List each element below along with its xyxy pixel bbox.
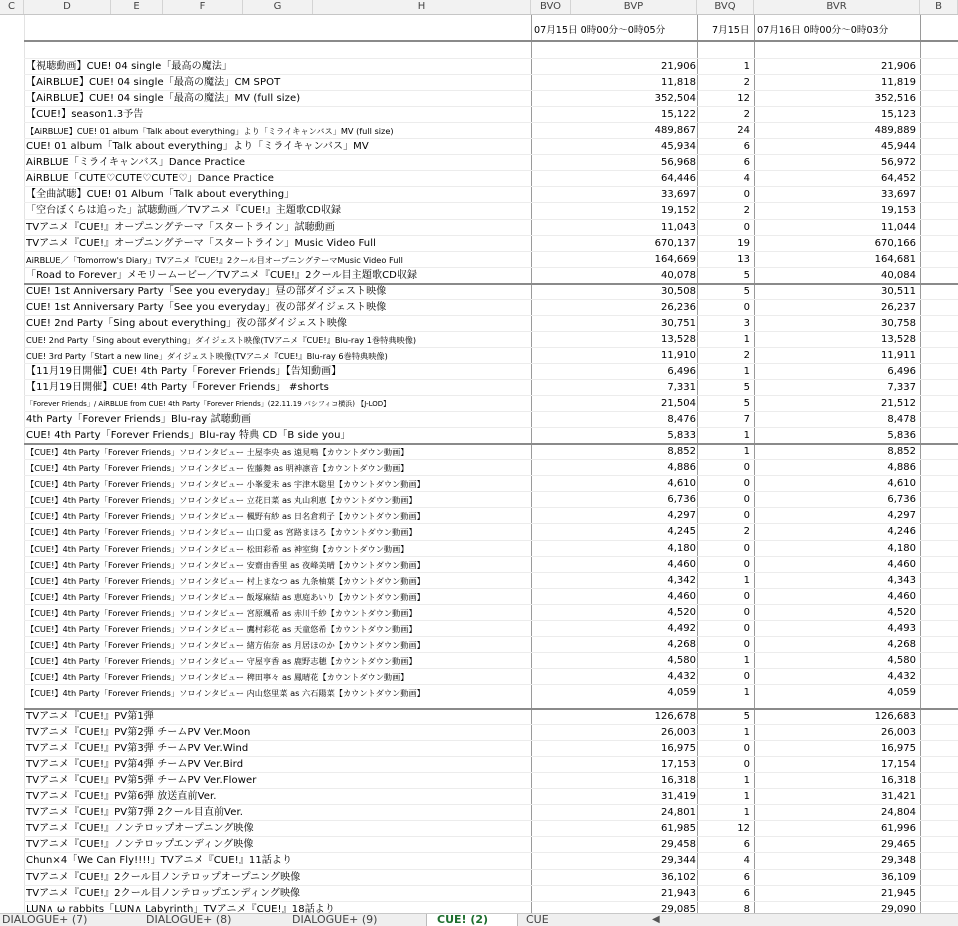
increase-cell[interactable]: 24 (737, 125, 750, 137)
views-cell-0715[interactable]: 61,985 (661, 823, 696, 835)
views-cell-0716[interactable]: 4,297 (887, 510, 916, 522)
video-title-cell[interactable]: 【CUE!】4th Party「Forever Friends」ソロインタビュー 鷹村彩花 as 天童悠希【カウントダウン動画】 (26, 623, 417, 634)
video-title-cell[interactable]: 【CUE!】4th Party「Forever Friends」ソロインタビュー 内山悠里菜 as 六石陽菜【カウントダウン動画】 (26, 687, 425, 698)
video-title-cell[interactable]: TVアニメ『CUE!』PV第1弾 (26, 711, 154, 722)
video-title-cell[interactable]: 【CUE!】4th Party「Forever Friends」ソロインタビュー 村上まなつ as 九条柚葉【カウントダウン動画】 (26, 575, 425, 586)
column-header-bvp[interactable]: BVP (571, 0, 697, 14)
column-header-bvq[interactable]: BVQ (697, 0, 754, 14)
views-cell-0716[interactable]: 11,819 (881, 77, 916, 89)
views-cell-0716[interactable]: 19,153 (881, 205, 916, 217)
video-title-cell[interactable]: 【CUE!】4th Party「Forever Friends」ソロインタビュー 稗田寧々 as 鳳晴花【カウントダウン動画】 (26, 671, 409, 682)
views-cell-0715[interactable]: 5,833 (667, 430, 696, 442)
increase-cell[interactable]: 0 (743, 510, 750, 522)
column-header-g[interactable]: G (243, 0, 313, 14)
increase-cell[interactable]: 0 (743, 221, 750, 233)
video-title-cell[interactable]: 【11月19日開催】CUE! 4th Party「Forever Friends」【告知動画】 (26, 365, 342, 377)
increase-cell[interactable]: 0 (743, 622, 750, 634)
increase-cell[interactable]: 8 (743, 903, 750, 913)
video-title-cell[interactable]: TVアニメ『CUE!』2クール目ノンテロップエンディング映像 (26, 887, 301, 899)
video-title-cell[interactable]: 【AiRBLUE】CUE! 04 single「最高の魔法」MV (full size) (26, 93, 301, 105)
views-cell-0715[interactable]: 4,180 (667, 542, 696, 554)
video-title-cell[interactable]: AiRBLUE／「Tomorrow's Diary」TVアニメ『CUE!』2クール目オープニングテーマMusic Video Full (26, 254, 403, 265)
increase-cell[interactable]: 1 (743, 446, 750, 458)
views-cell-0715[interactable]: 56,968 (661, 157, 696, 169)
increase-cell[interactable]: 0 (743, 759, 750, 771)
video-title-cell[interactable]: 【全曲試聴】CUE! 01 Album「Talk about everything」 (26, 189, 295, 201)
video-title-cell[interactable]: 【CUE!】4th Party「Forever Friends」ソロインタビュー 佐藤舞 as 明神凛音【カウントダウン動画】 (26, 463, 409, 474)
column-header-b[interactable]: B (920, 0, 958, 14)
views-cell-0715[interactable]: 11,818 (661, 77, 696, 89)
increase-cell[interactable]: 4 (743, 855, 750, 867)
increase-cell[interactable]: 12 (737, 823, 750, 835)
views-cell-0716[interactable]: 21,945 (881, 887, 916, 899)
views-cell-0715[interactable]: 126,678 (654, 711, 696, 722)
views-cell-0716[interactable]: 670,166 (874, 237, 916, 249)
increase-cell[interactable]: 1 (743, 807, 750, 819)
views-cell-0715[interactable]: 489,867 (654, 125, 696, 137)
views-cell-0716[interactable]: 16,318 (881, 775, 916, 787)
views-cell-0715[interactable]: 29,458 (661, 839, 696, 851)
views-cell-0715[interactable]: 7,331 (667, 382, 696, 393)
views-cell-0716[interactable]: 61,996 (881, 823, 916, 835)
views-cell-0716[interactable]: 26,003 (881, 727, 916, 739)
video-title-cell[interactable]: 【CUE!】4th Party「Forever Friends」ソロインタビュー 土屋李央 as 遠見鳴【カウントダウン動画】 (26, 447, 409, 458)
grid-line (920, 15, 921, 913)
increase-cell[interactable]: 2 (743, 205, 750, 217)
views-cell-0715[interactable]: 16,318 (661, 775, 696, 787)
increase-cell[interactable]: 5 (743, 285, 750, 297)
grid-line (24, 15, 25, 913)
increase-cell[interactable]: 3 (743, 317, 750, 329)
column-header-bvr[interactable]: BVR (754, 0, 920, 14)
increase-cell[interactable]: 0 (743, 189, 750, 201)
video-title-cell[interactable]: TVアニメ『CUE!』オープニングテーマ「スタートライン」試聴動画 (26, 221, 335, 233)
views-cell-0716[interactable]: 4,493 (887, 622, 916, 634)
views-cell-0715[interactable]: 4,520 (667, 606, 696, 618)
views-cell-0715[interactable]: 352,504 (654, 93, 696, 105)
increase-cell[interactable]: 1 (743, 791, 750, 803)
views-cell-0715[interactable]: 4,268 (667, 638, 696, 650)
views-cell-0716[interactable]: 4,268 (887, 638, 916, 650)
views-cell-0716[interactable]: 4,432 (887, 670, 916, 682)
views-cell-0716[interactable]: 33,697 (881, 189, 916, 201)
views-cell-0716[interactable]: 45,944 (881, 141, 916, 153)
views-cell-0716[interactable]: 4,180 (887, 542, 916, 554)
increase-cell[interactable]: 1 (743, 574, 750, 586)
views-cell-0715[interactable]: 24,801 (661, 807, 696, 819)
increase-cell[interactable]: 0 (743, 606, 750, 618)
column-header-f[interactable]: F (163, 0, 243, 14)
column-header-e[interactable]: E (111, 0, 163, 14)
increase-cell[interactable]: 2 (743, 77, 750, 89)
spreadsheet-grid[interactable] (0, 15, 958, 913)
views-cell-0716[interactable]: 4,460 (887, 590, 916, 602)
increase-cell[interactable]: 12 (737, 93, 750, 105)
sheet-tab-bar (0, 913, 958, 926)
sheet-tab-cue[interactable]: CUE (526, 914, 549, 926)
views-cell-0716[interactable]: 4,610 (887, 478, 916, 490)
video-title-cell[interactable]: TVアニメ『CUE!』オープニングテーマ「スタートライン」Music Video Full (26, 237, 377, 249)
video-title-cell[interactable]: Chun×4「We Can Fly!!!!」TVアニメ『CUE!』11話より (26, 855, 293, 867)
video-title-cell[interactable]: 【11月19日開催】CUE! 4th Party「Forever Friends」 #shorts (26, 382, 329, 393)
views-cell-0715[interactable]: 4,297 (667, 510, 696, 522)
video-title-cell[interactable]: 【CUE!】4th Party「Forever Friends」ソロインタビュー 緒方佑奈 as 月居ほのか【カウントダウン動画】 (26, 639, 425, 650)
increase-cell[interactable]: 2 (743, 349, 750, 361)
views-cell-0716[interactable]: 21,512 (881, 398, 916, 410)
increase-cell[interactable]: 1 (743, 365, 750, 377)
views-cell-0715[interactable]: 64,446 (661, 173, 696, 185)
views-cell-0716[interactable]: 56,972 (881, 157, 916, 169)
views-cell-0715[interactable]: 17,153 (661, 759, 696, 771)
period2-header[interactable]: 07月16日 0時00分～0時03分 (757, 25, 889, 36)
views-cell-0715[interactable]: 40,078 (661, 269, 696, 281)
views-cell-0715[interactable]: 4,460 (667, 590, 696, 602)
video-title-cell[interactable]: 【CUE!】4th Party「Forever Friends」ソロインタビュー 飯塚麻結 as 恵庭あいり【カウントダウン動画】 (26, 591, 425, 602)
views-cell-0715[interactable]: 21,943 (661, 887, 696, 899)
views-cell-0715[interactable]: 4,580 (667, 654, 696, 666)
increase-cell[interactable]: 5 (743, 711, 750, 722)
views-cell-0716[interactable]: 6,496 (887, 365, 916, 377)
views-cell-0715[interactable]: 11,910 (661, 349, 696, 361)
views-cell-0715[interactable]: 8,852 (667, 446, 696, 458)
views-cell-0716[interactable]: 4,246 (887, 526, 916, 538)
increase-cell[interactable]: 0 (743, 590, 750, 602)
sheet-tab-dialogue-7[interactable]: DIALOGUE+ (7) (2, 914, 88, 926)
views-cell-0715[interactable]: 4,610 (667, 478, 696, 490)
views-cell-0715[interactable]: 4,059 (667, 686, 696, 698)
column-header-bar (0, 0, 958, 15)
video-title-cell[interactable]: CUE! 2nd Party「Sing about everything」ダイジェスト映像(TVアニメ『CUE!』Blu-ray 1巻特典映像) (26, 334, 417, 345)
views-cell-0715[interactable]: 164,669 (654, 253, 696, 265)
video-title-cell[interactable]: 【CUE!】4th Party「Forever Friends」ソロインタビュー 小峯愛未 as 宇津木聡里【カウントダウン動画】 (26, 479, 425, 490)
views-cell-0715[interactable]: 4,460 (667, 558, 696, 570)
video-title-cell[interactable]: AiRBLUE「CUTE♡CUTE♡CUTE♡」Dance Practice (26, 173, 274, 185)
views-cell-0716[interactable]: 8,478 (887, 414, 916, 426)
video-title-cell[interactable]: CUE! 1st Anniversary Party「See you everyday」昼の部ダイジェスト映像 (26, 285, 387, 297)
views-cell-0716[interactable]: 4,520 (887, 606, 916, 618)
increase-cell[interactable]: 0 (743, 558, 750, 570)
column-header-h[interactable]: H (313, 0, 531, 14)
video-title-cell[interactable]: TVアニメ『CUE!』PV第5弾 チームPV Ver.Flower (26, 775, 257, 787)
video-title-cell[interactable]: 「空台ぼくらは追った」試聴動画／TVアニメ『CUE!』主題歌CD収録 (26, 205, 342, 217)
views-cell-0716[interactable]: 13,528 (881, 333, 916, 345)
increase-cell[interactable]: 1 (743, 654, 750, 666)
views-cell-0716[interactable]: 489,889 (874, 125, 916, 137)
video-title-cell[interactable]: TVアニメ『CUE!』PV第2弾 チームPV Ver.Moon (26, 727, 251, 739)
views-cell-0715[interactable]: 36,102 (661, 871, 696, 883)
video-title-cell[interactable]: TVアニメ『CUE!』PV第7弾 2クール目直前Ver. (26, 807, 244, 819)
views-cell-0715[interactable]: 31,419 (661, 791, 696, 803)
views-cell-0715[interactable]: 4,245 (667, 526, 696, 538)
views-cell-0716[interactable]: 29,090 (881, 903, 916, 913)
views-cell-0715[interactable]: 21,504 (661, 398, 696, 410)
views-cell-0715[interactable]: 6,736 (667, 494, 696, 506)
views-cell-0715[interactable]: 4,342 (667, 574, 696, 586)
views-cell-0715[interactable]: 30,508 (661, 285, 696, 297)
views-cell-0715[interactable]: 6,496 (667, 365, 696, 377)
video-title-cell[interactable]: CUE! 3rd Party「Start a new line」ダイジェスト映像(TVアニメ『CUE!』Blu-ray 6巻特典映像) (26, 350, 388, 361)
views-cell-0715[interactable]: 33,697 (661, 189, 696, 201)
views-cell-0715[interactable]: 30,751 (661, 317, 696, 329)
increase-cell[interactable]: 1 (743, 686, 750, 698)
increase-cell[interactable]: 0 (743, 494, 750, 506)
increase-cell[interactable]: 6 (743, 157, 750, 169)
video-title-cell[interactable]: 【AiRBLUE】CUE! 01 album「Talk about everything」より「ミライキャンバス」MV (full size) (26, 126, 394, 137)
views-cell-0715[interactable]: 26,003 (661, 727, 696, 739)
increase-cell[interactable]: 1 (743, 430, 750, 442)
views-cell-0716[interactable]: 40,084 (881, 269, 916, 281)
views-cell-0716[interactable]: 64,452 (881, 173, 916, 185)
views-cell-0715[interactable]: 15,122 (661, 109, 696, 121)
views-cell-0716[interactable]: 5,836 (887, 430, 916, 442)
grid-line (754, 15, 755, 913)
views-cell-0716[interactable]: 4,059 (887, 686, 916, 698)
header-separator (24, 40, 958, 42)
views-cell-0716[interactable]: 15,123 (881, 109, 916, 121)
increase-cell[interactable]: 0 (743, 301, 750, 313)
video-title-cell[interactable]: 【CUE!】4th Party「Forever Friends」ソロインタビュー 楓野有紗 as 日名倉莉子【カウントダウン動画】 (26, 511, 425, 522)
views-cell-0715[interactable]: 8,476 (667, 414, 696, 426)
views-cell-0715[interactable]: 4,432 (667, 670, 696, 682)
sheet-tab-cue-2[interactable]: CUE! (2) (426, 914, 518, 926)
column-header-c[interactable]: C (0, 0, 24, 14)
video-title-cell[interactable]: CUE! 1st Anniversary Party「See you everyday」夜の部ダイジェスト映像 (26, 301, 387, 313)
video-title-cell[interactable]: TVアニメ『CUE!』ノンテロップエンディング映像 (26, 839, 254, 851)
video-title-cell[interactable]: 4th Party「Forever Friends」Blu-ray 試聴動画 (26, 414, 252, 426)
increase-cell[interactable]: 2 (743, 526, 750, 538)
increase-cell[interactable]: 4 (743, 173, 750, 185)
column-header-d[interactable]: D (24, 0, 111, 14)
increase-cell[interactable]: 6 (743, 141, 750, 153)
increase-cell[interactable]: 1 (743, 727, 750, 739)
increase-cell[interactable]: 13 (737, 253, 750, 265)
increase-cell[interactable]: 1 (743, 333, 750, 345)
views-cell-0716[interactable]: 164,681 (874, 253, 916, 265)
video-title-cell[interactable]: LUN∧ ω rabbits「LUN∧ Labyrinth」TVアニメ『CUE!』18話より (26, 903, 335, 913)
views-cell-0715[interactable]: 45,934 (661, 141, 696, 153)
video-title-cell[interactable]: 【CUE!】season1.3予告 (26, 109, 144, 121)
sheet-tab-dialogue-9[interactable]: DIALOGUE+ (9) (292, 914, 378, 926)
tab-scroll-left-icon[interactable]: ◀ (652, 914, 660, 925)
video-title-cell[interactable]: 【CUE!】4th Party「Forever Friends」ソロインタビュー 山口愛 as 宮路まほろ【カウントダウン動画】 (26, 527, 417, 538)
video-title-cell[interactable]: 【CUE!】4th Party「Forever Friends」ソロインタビュー 松田彩希 as 神室絢【カウントダウン動画】 (26, 543, 409, 554)
views-cell-0715[interactable]: 26,236 (661, 301, 696, 313)
views-cell-0715[interactable]: 11,043 (661, 221, 696, 233)
views-cell-0716[interactable]: 126,683 (874, 711, 916, 722)
video-title-cell[interactable]: 「Forever Friends」/ AiRBLUE from CUE! 4th Party「Forever Friends」(22.11.19 パシフィコ横浜) 【J-LOD】 (26, 400, 391, 409)
video-title-cell[interactable]: TVアニメ『CUE!』PV第6弾 放送直前Ver. (26, 791, 217, 803)
views-cell-0716[interactable]: 4,580 (887, 654, 916, 666)
video-title-cell[interactable]: CUE! 4th Party「Forever Friends」Blu-ray 特典 CD「B side you」 (26, 430, 351, 442)
views-cell-0716[interactable]: 31,421 (881, 791, 916, 803)
video-title-cell[interactable]: 【CUE!】4th Party「Forever Friends」ソロインタビュー 立花日菜 as 丸山利恵【カウントダウン動画】 (26, 495, 417, 506)
sheet-tab-dialogue-8[interactable]: DIALOGUE+ (8) (146, 914, 232, 926)
views-cell-0716[interactable]: 36,109 (881, 871, 916, 883)
video-title-cell[interactable]: 【CUE!】4th Party「Forever Friends」ソロインタビュー 宮原颯希 as 赤川千紗【カウントダウン動画】 (26, 607, 417, 618)
views-cell-0715[interactable]: 21,906 (661, 61, 696, 72)
views-cell-0715[interactable]: 29,085 (661, 903, 696, 913)
views-cell-0716[interactable]: 16,975 (881, 743, 916, 755)
video-title-cell[interactable]: 【AiRBLUE】CUE! 04 single「最高の魔法」CM SPOT (26, 77, 281, 89)
views-cell-0715[interactable]: 29,344 (661, 855, 696, 867)
views-cell-0716[interactable]: 4,343 (887, 574, 916, 586)
increase-cell[interactable]: 0 (743, 743, 750, 755)
video-title-cell[interactable]: 【CUE!】4th Party「Forever Friends」ソロインタビュー 安齋由香里 as 夜峰美晴【カウントダウン動画】 (26, 559, 425, 570)
video-title-cell[interactable]: TVアニメ『CUE!』PV第4弾 チームPV Ver.Bird (26, 759, 244, 771)
video-title-cell[interactable]: TVアニメ『CUE!』PV第3弾 チームPV Ver.Wind (26, 743, 249, 755)
views-cell-0716[interactable]: 4,460 (887, 558, 916, 570)
increase-cell[interactable]: 6 (743, 871, 750, 883)
views-cell-0716[interactable]: 30,758 (881, 317, 916, 329)
views-cell-0715[interactable]: 670,137 (654, 237, 696, 249)
video-title-cell[interactable]: CUE! 01 album「Talk about everything」より「ミライキャンバス」MV (26, 141, 369, 153)
period1-header[interactable]: 07月15日 0時00分～0時05分 (534, 25, 666, 36)
views-cell-0716[interactable]: 11,911 (881, 349, 916, 361)
views-cell-0716[interactable]: 11,044 (881, 221, 916, 233)
increase-cell[interactable]: 7 (743, 414, 750, 426)
video-title-cell[interactable]: 【CUE!】4th Party「Forever Friends」ソロインタビュー 守屋亨香 as 鹿野志穂【カウントダウン動画】 (26, 655, 417, 666)
views-cell-0716[interactable]: 29,465 (881, 839, 916, 851)
views-cell-0716[interactable]: 352,516 (874, 93, 916, 105)
views-cell-0716[interactable]: 29,348 (881, 855, 916, 867)
increase-cell[interactable]: 0 (743, 462, 750, 474)
increase-cell[interactable]: 2 (743, 109, 750, 121)
video-title-cell[interactable]: TVアニメ『CUE!』ノンテロップオープニング映像 (26, 823, 254, 835)
views-cell-0716[interactable]: 17,154 (881, 759, 916, 771)
views-cell-0716[interactable]: 26,237 (881, 301, 916, 313)
increase-cell[interactable]: 5 (743, 269, 750, 281)
views-cell-0715[interactable]: 19,152 (661, 205, 696, 217)
views-cell-0716[interactable]: 21,906 (881, 61, 916, 72)
increase-cell[interactable]: 0 (743, 638, 750, 650)
views-cell-0716[interactable]: 24,804 (881, 807, 916, 819)
increase-cell[interactable]: 6 (743, 839, 750, 851)
views-cell-0715[interactable]: 4,886 (667, 462, 696, 474)
views-cell-0715[interactable]: 16,975 (661, 743, 696, 755)
views-cell-0716[interactable]: 7,337 (887, 382, 916, 393)
increase-cell[interactable]: 0 (743, 670, 750, 682)
day-header[interactable]: 7月15日 (712, 25, 750, 36)
views-cell-0715[interactable]: 13,528 (661, 333, 696, 345)
views-cell-0716[interactable]: 6,736 (887, 494, 916, 506)
increase-cell[interactable]: 19 (737, 237, 750, 249)
views-cell-0716[interactable]: 4,886 (887, 462, 916, 474)
video-title-cell[interactable]: 【視聴動画】CUE! 04 single「最高の魔法」 (26, 61, 233, 72)
increase-cell[interactable]: 6 (743, 887, 750, 899)
views-cell-0715[interactable]: 4,492 (667, 622, 696, 634)
increase-cell[interactable]: 5 (743, 382, 750, 393)
video-title-cell[interactable]: TVアニメ『CUE!』2クール目ノンテロップオープニング映像 (26, 871, 301, 883)
increase-cell[interactable]: 1 (743, 775, 750, 787)
video-title-cell[interactable]: AiRBLUE「ミライキャンバス」Dance Practice (26, 157, 246, 169)
increase-cell[interactable]: 1 (743, 61, 750, 72)
increase-cell[interactable]: 0 (743, 478, 750, 490)
increase-cell[interactable]: 0 (743, 542, 750, 554)
video-title-cell[interactable]: CUE! 2nd Party「Sing about everything」夜の部ダイジェスト映像 (26, 317, 348, 329)
increase-cell[interactable]: 5 (743, 398, 750, 410)
video-title-cell[interactable]: 「Road to Forever」メモリームービー／TVアニメ『CUE!』2クール目主題歌CD収録 (26, 269, 418, 281)
views-cell-0716[interactable]: 8,852 (887, 446, 916, 458)
views-cell-0716[interactable]: 30,511 (881, 285, 916, 297)
column-header-bvo[interactable]: BVO (531, 0, 571, 14)
